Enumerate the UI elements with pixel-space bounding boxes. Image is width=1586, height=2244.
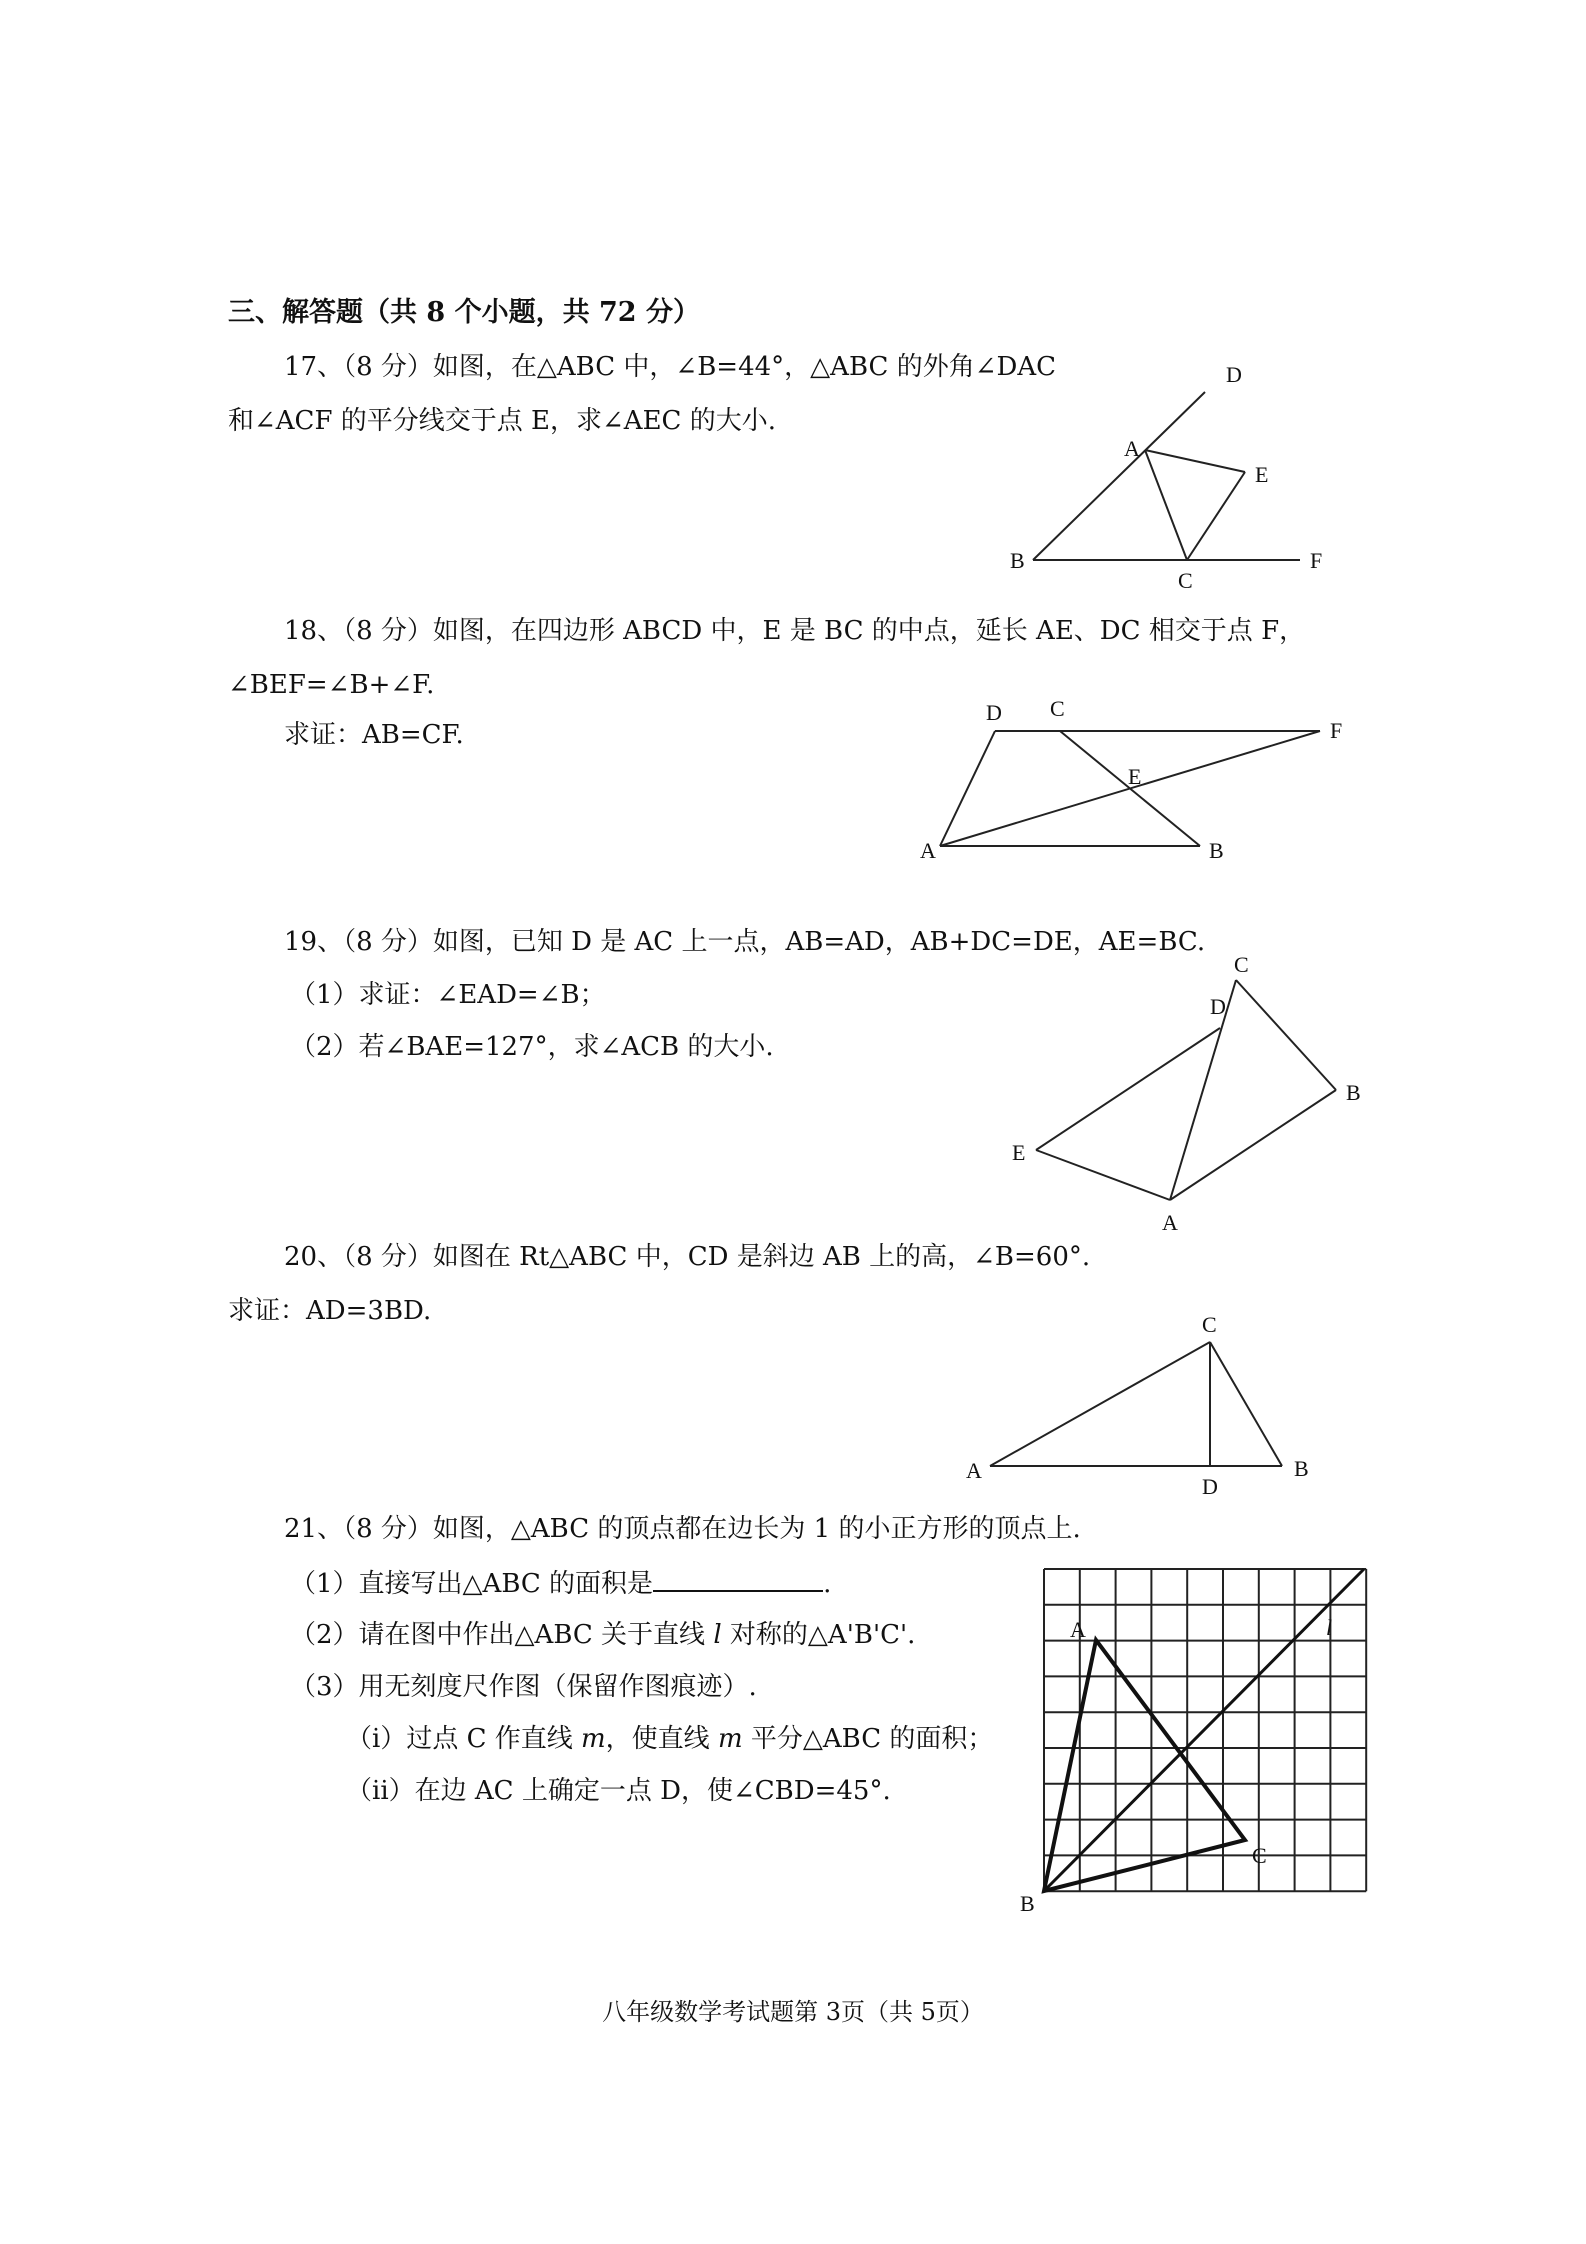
q17-line-bd	[1033, 392, 1205, 560]
q19-label-c: C	[1234, 952, 1249, 977]
q17-line1: 17、（8 分）如图，在△ABC 中，∠B=44°，△ABC 的外角∠DAC	[284, 352, 1056, 382]
q21-sub1-post: 平分△ABC 的面积；	[742, 1724, 994, 1754]
q19-label-e: E	[1012, 1140, 1026, 1165]
q18-line2: ∠BEF=∠B+∠F.	[228, 670, 435, 700]
q21-part1-text: （1）直接写出△ABC 的面积是	[290, 1569, 654, 1599]
q21-part2	[290, 1618, 915, 1652]
q21-line1: 21、（8 分）如图，△ABC 的顶点都在边长为 1 的小正方形的顶点上.	[284, 1514, 1081, 1544]
page-footer: 八年级数学考试题第 3页（共 5页）	[602, 1998, 984, 2026]
q19-line-ba	[1170, 1090, 1336, 1200]
q20-label-c: C	[1202, 1312, 1217, 1337]
q18-line3: 求证：AB=CF.	[284, 720, 464, 750]
q20-line2: 求证：AD=3BD.	[228, 1296, 432, 1326]
q21-sub1-pre: （i）过点 C 作直线	[346, 1724, 582, 1754]
q18-label-d: D	[986, 700, 1002, 725]
q21-answer-blank[interactable]	[653, 1566, 823, 1592]
q21-part3: （3）用无刻度尺作图（保留作图痕迹）.	[290, 1672, 757, 1702]
q21-triangle-abc	[1044, 1640, 1245, 1891]
q21-part2-end: 对称的△A'B'C'.	[721, 1620, 916, 1650]
q21-label-a: A	[1070, 1617, 1086, 1642]
q17-line-ac	[1145, 450, 1187, 560]
q21-sub1	[346, 1722, 993, 1756]
section-heading: 三、解答题（共 8 个小题，共 72 分）	[228, 297, 700, 328]
q19-line-cb	[1236, 980, 1336, 1090]
q18-label-c: C	[1050, 696, 1065, 721]
q20-line-ac	[990, 1342, 1210, 1466]
q19-line-ca	[1170, 980, 1236, 1200]
q17-label-a: A	[1124, 436, 1140, 461]
q21-grid-figure	[1020, 1555, 1390, 1915]
q21-label-l: l	[1326, 1615, 1333, 1640]
q20-figure	[960, 1310, 1320, 1500]
q17-label-b: B	[1010, 548, 1025, 573]
q17-line-ec	[1187, 472, 1245, 560]
q17-label-f: F	[1310, 548, 1323, 573]
q19-part1: （1）求证：∠EAD=∠B；	[290, 980, 606, 1010]
q19-part2: （2）若∠BAE=127°，求∠ACB 的大小.	[290, 1032, 774, 1062]
q20-label-b: B	[1294, 1456, 1309, 1481]
q19-figure	[1000, 950, 1380, 1240]
q20-line-cb	[1210, 1342, 1282, 1466]
q18-line-da	[940, 731, 995, 846]
q17-line2: 和∠ACF 的平分线交于点 E，求∠AEC 的大小.	[228, 406, 776, 436]
q21-sub1-var2: m	[717, 1724, 743, 1754]
q17-line-ae	[1145, 450, 1245, 472]
q17-label-e: E	[1255, 462, 1269, 487]
q21-part1	[290, 1566, 831, 1601]
q19-line-de	[1036, 1028, 1220, 1150]
q21-label-c: C	[1252, 1843, 1267, 1868]
q18-line1: 18、（8 分）如图，在四边形 ABCD 中，E 是 BC 的中点，延长 AE、DC 相交于点 F，	[284, 616, 1306, 646]
q19-line1: 19、（8 分）如图，已知 D 是 AC 上一点，AB=AD，AB+DC=DE，AE=BC.	[284, 927, 1206, 957]
q19-label-a: A	[1162, 1210, 1178, 1235]
q21-part2-text: （2）请在图中作出△ABC 关于直线	[290, 1620, 714, 1650]
q20-label-a: A	[966, 1458, 982, 1483]
q19-label-d: D	[1210, 994, 1226, 1019]
q21-sub1-var1: m	[581, 1724, 606, 1754]
q17-label-c: C	[1178, 568, 1193, 593]
q18-label-a: A	[920, 838, 936, 863]
q21-line-l	[1044, 1569, 1364, 1891]
q19-label-b: B	[1346, 1080, 1361, 1105]
q18-figure	[910, 696, 1360, 866]
q19-line-ea	[1036, 1150, 1170, 1200]
q21-sub2: （ii）在边 AC 上确定一点 D，使∠CBD=45°.	[346, 1776, 891, 1806]
q17-figure	[1000, 360, 1360, 600]
q21-sub1-mid: ，使直线	[605, 1724, 718, 1754]
q20-label-d: D	[1202, 1474, 1218, 1499]
q18-label-f: F	[1330, 718, 1343, 743]
q21-label-b: B	[1020, 1891, 1035, 1916]
q18-label-b: B	[1209, 838, 1224, 863]
q21-part1-end: .	[823, 1569, 832, 1599]
q17-label-d: D	[1226, 362, 1242, 387]
q18-label-e: E	[1128, 764, 1142, 789]
q20-line1: 20、（8 分）如图在 Rt△ABC 中，CD 是斜边 AB 上的高，∠B=60°.	[284, 1242, 1091, 1272]
q21-part2-var: l	[713, 1620, 722, 1650]
